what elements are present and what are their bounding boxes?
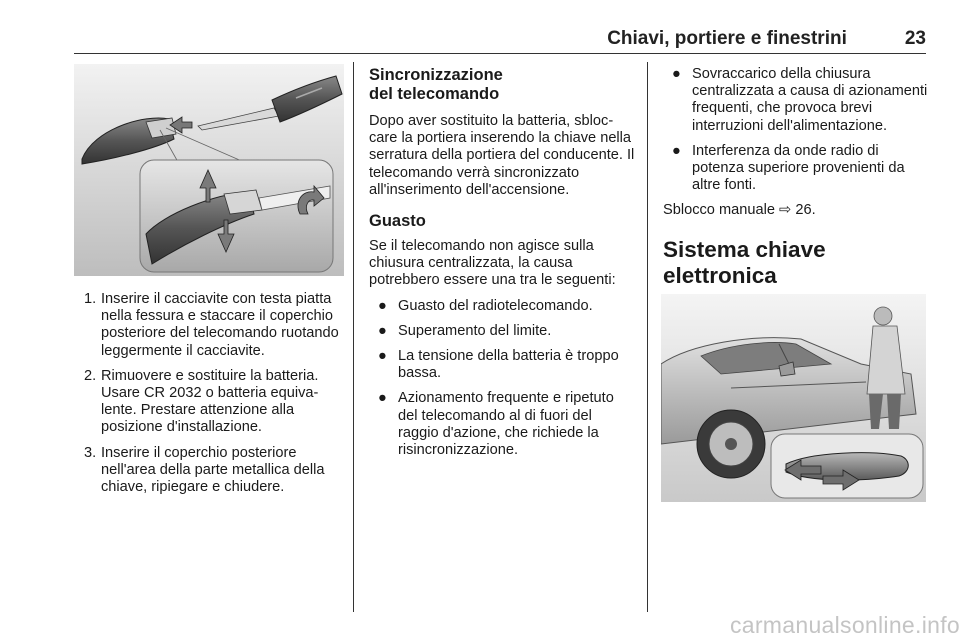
list-item: ● Guasto del radiotelecomando. [378,297,593,314]
fault-causes-list [369,298,635,460]
bullet-icon: ● [378,348,387,365]
page-title: Chiavi, portiere e finestrini [607,28,847,49]
bullet-icon: ● [672,66,681,82]
sync-paragraph: Dopo aver sostituito la batteria, sbloccare la portiera inserendo la chiave nella serratura della portiera del conducente. Il telecomando verrà sincronizzato all'inserimento dell'accensione. [369,113,635,198]
battery-steps-list [84,291,346,496]
list-item: ● Azionamento frequente e ripetuto del telecomando al di fuori del raggio d'azione, che richiede la risincronizzazione. [378,390,614,459]
header-divider [74,53,926,54]
list-item: ● La tensione della batteria è troppo bassa. [378,348,619,382]
manual-unlock-reference: Sblocco manuale ⇨ 26. [663,202,816,219]
electronic-key-heading: Sistema chiave elettronica [663,236,826,288]
bullet-icon: ● [378,390,387,407]
manual-unlock-label: Sblocco manuale [663,202,775,219]
middle-column [369,66,635,467]
left-column [84,291,346,504]
bullet-icon: ● [378,297,387,314]
list-item: 2. Rimuovere e sostituire la batteria. Usare CR 2032 o batteria equivalente. Prestare attenzione alla posizione d'installazione. [84,367,319,436]
list-item: ● Interferenza da onde radio di potenza superiore provenienti da altre fonti. [672,142,905,194]
page-ref-arrow-icon: ⇨ [779,202,792,219]
page-number: 23 [904,28,926,49]
page-header [74,28,926,50]
list-item: 1. Inserire il cacciavite con testa piatta nella fessura e staccare il coperchio posteriore del telecomando ruotando leggermente il cacciavite. [84,291,339,359]
key-battery-figure [74,64,344,276]
sync-heading: Sincronizzazione del telecomando [369,66,503,103]
watermark: carmanualsonline.info [729,612,960,638]
right-column [663,66,931,289]
interference-list [663,66,931,194]
page-ref-number: 26 [795,202,812,219]
list-item: ● Sovraccarico della chiusura centralizzata a causa di azionamenti frequenti, che provoca brevi interruzioni dell'alimentazione. [672,66,928,134]
column-divider-right [647,62,648,612]
list-item: 3. Inserire il coperchio posteriore nell'area della parte metallica della chiave, ripiegare e chiudere. [84,444,325,496]
list-item: ● Superamento del limite. [378,322,552,339]
electronic-key-figure [661,294,926,502]
bullet-icon: ● [672,142,681,159]
bullet-icon: ● [378,322,387,339]
fault-paragraph: Se il telecomando non agisce sulla chiusura centralizzata, la causa potrebbero essere una tra le seguenti: [369,238,616,289]
fault-heading: Guasto [369,212,426,231]
column-divider-left [353,62,354,612]
